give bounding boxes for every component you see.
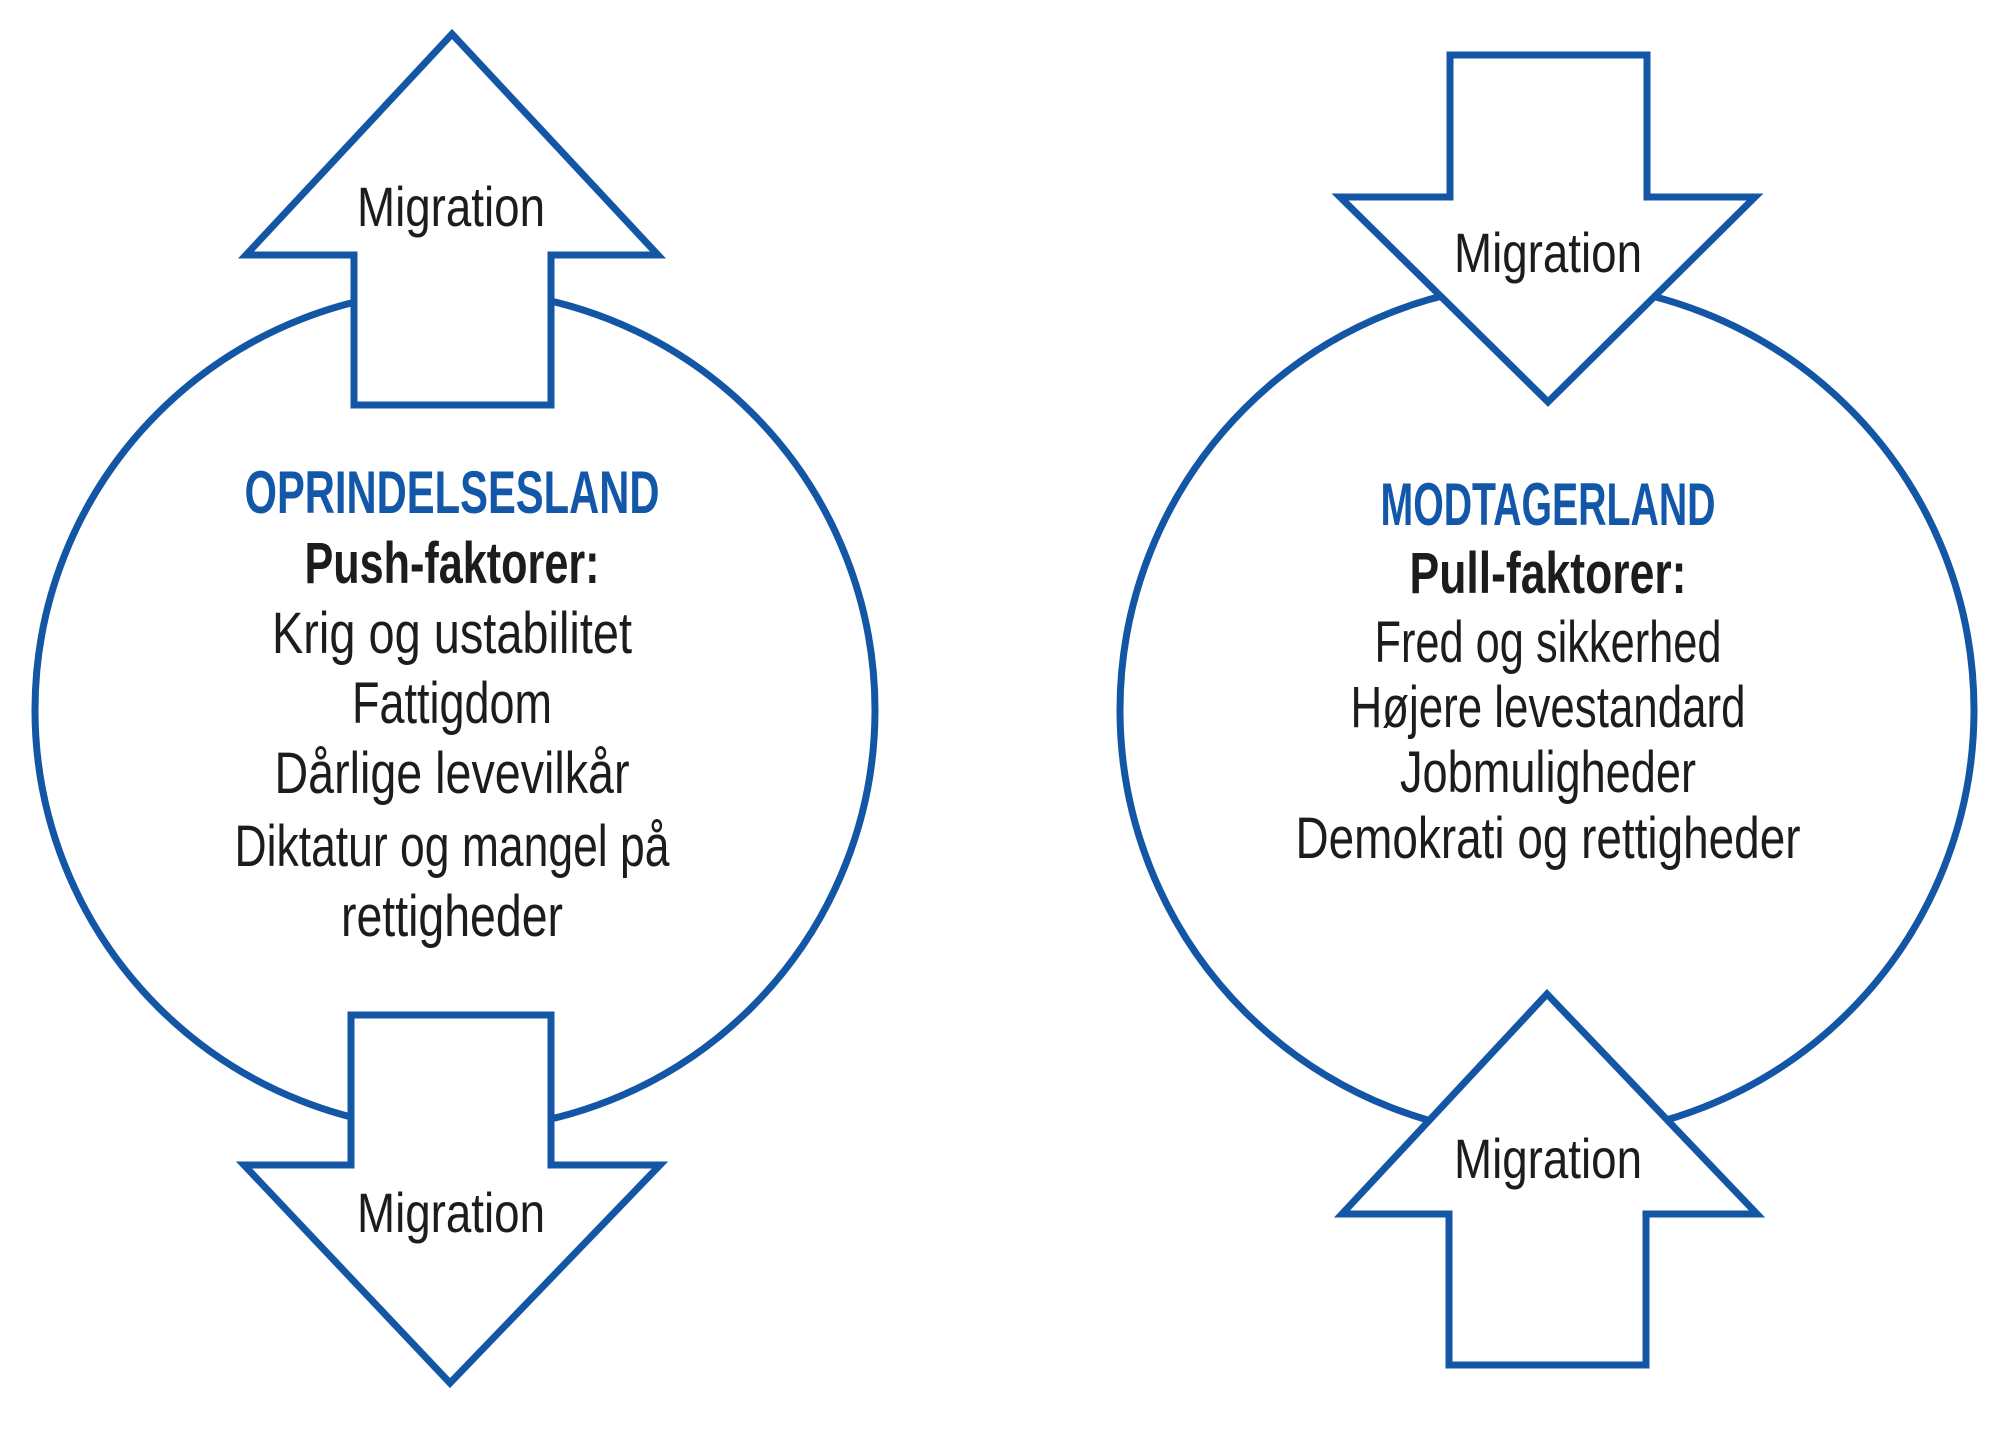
migration-label-right-bottom: Migration <box>1454 1127 1642 1190</box>
push-factor-line: Diktatur og mangel på <box>234 814 671 879</box>
pull-factor-line: Jobmuligheder <box>1400 740 1696 805</box>
migration-label-left-top: Migration <box>357 175 545 238</box>
origin-country-heading: OPRINDELSESLAND <box>244 459 660 526</box>
migration-label-right-top: Migration <box>1454 221 1642 284</box>
migration-label-left-bottom: Migration <box>357 1181 545 1244</box>
pull-factor-line: Demokrati og rettigheder <box>1295 806 1801 871</box>
pull-factor-line: Fred og sikkerhed <box>1374 610 1722 675</box>
push-factor-line: Dårlige levevilkår <box>274 741 630 806</box>
push-factor-line: Fattigdom <box>352 671 552 736</box>
pull-factors-subheading: Pull-faktorer: <box>1409 541 1687 606</box>
receiving-country-heading: MODTAGERLAND <box>1380 471 1716 538</box>
push-factor-line: Krig og ustabilitet <box>272 601 632 666</box>
push-factors-subheading: Push-faktorer: <box>304 531 600 596</box>
pull-factor-line: Højere levestandard <box>1350 675 1746 740</box>
push-factor-line: rettigheder <box>341 884 563 949</box>
